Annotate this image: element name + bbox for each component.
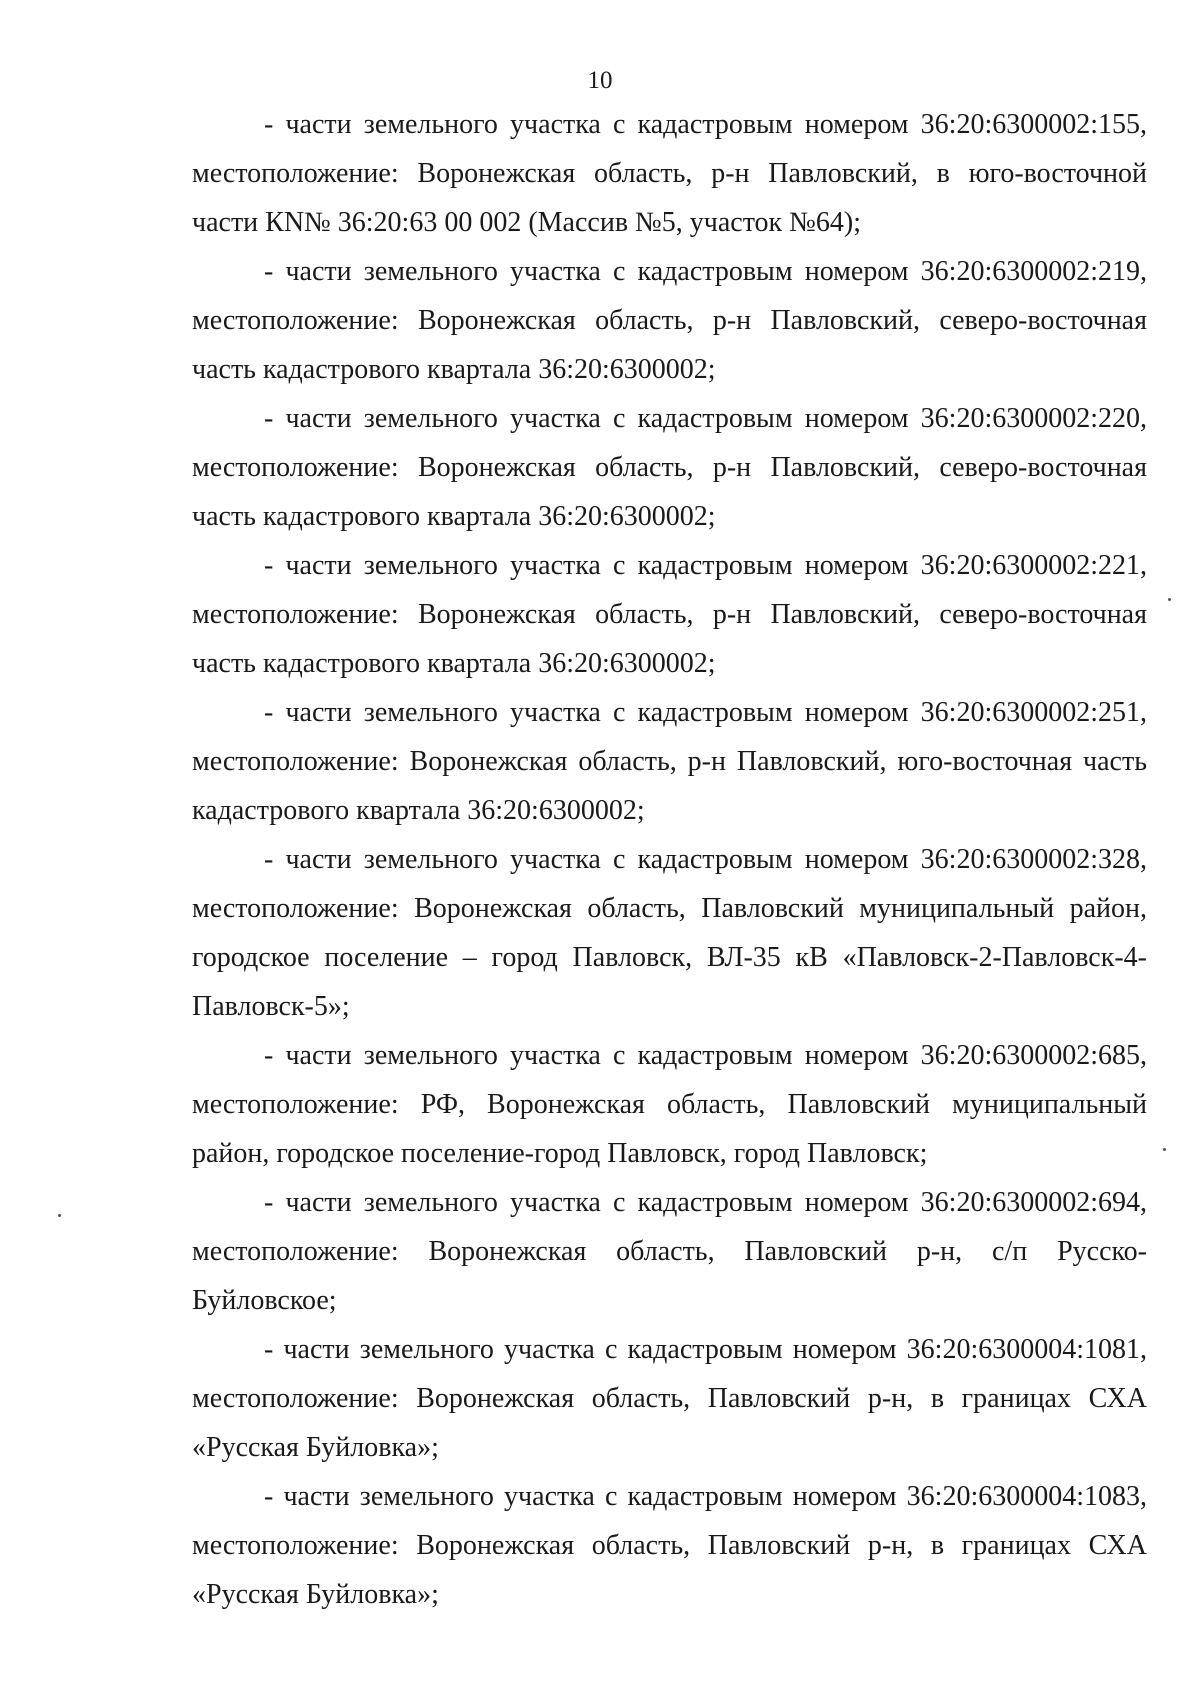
list-item: - части земельного участка с кадастровым номером 36:20:6300002:694, местоположение: Воронежская область, Павловский р-н, с/п Русско-Буйловское;: [192, 1187, 1147, 1316]
list-item: - части земельного участка с кадастровым номером 36:20:6300002:221, местоположение: Воронежская область, р-н Павловский, северо-восточная часть кадастрового квартала 36:20:6300002;: [192, 550, 1147, 679]
list-item: - части земельного участка с кадастровым номером 36:20:6300002:328, местоположение: Воронежская область, Павловский муниципальный район, городское поселение – город Павловск, ВЛ-35 кВ «Павловск-2-Павловск-4-Павловск-5»;: [192, 844, 1147, 1022]
list-item: - части земельного участка с кадастровым номером 36:20:6300002:220, местоположение: Воронежская область, р-н Павловский, северо-восточная часть кадастрового квартала 36:20:6300002;: [192, 403, 1147, 532]
list-item: - части земельного участка с кадастровым номером 36:20:6300002:219, местоположение: Воронежская область, р-н Павловский, северо-восточная часть кадастрового квартала 36:20:6300002;: [192, 256, 1147, 385]
scan-speck: [1163, 1148, 1166, 1151]
scan-speck: [1168, 598, 1171, 601]
list-item: - части земельного участка с кадастровым номером 36:20:6300004:1081, местоположение: Воронежская область, Павловский р-н, в границах СХА «Русская Буйловка»;: [192, 1334, 1147, 1463]
list-item: - части земельного участка с кадастровым номером 36:20:6300002:251, местоположение: Воронежская область, р-н Павловский, юго-восточная часть кадастрового квартала 36:20:6300002;: [192, 697, 1147, 826]
scan-speck: [58, 1214, 61, 1217]
page-number: 10: [587, 67, 613, 94]
document-body: [192, 100, 1147, 1619]
list-item: - части земельного участка с кадастровым номером 36:20:6300002:155, местоположение: Воронежская область, р-н Павловский, в юго-восточной части КN№ 36:20:63 00 002 (Массив №5, участок №64);: [192, 109, 1147, 238]
list-item: - части земельного участка с кадастровым номером 36:20:6300004:1083, местоположение: Воронежская область, Павловский р-н, в границах СХА «Русская Буйловка»;: [192, 1481, 1147, 1610]
list-item: - части земельного участка с кадастровым номером 36:20:6300002:685, местоположение: РФ, Воронежская область, Павловский муниципальный район, городское поселение-город Павловск, город Павловск;: [192, 1040, 1147, 1169]
